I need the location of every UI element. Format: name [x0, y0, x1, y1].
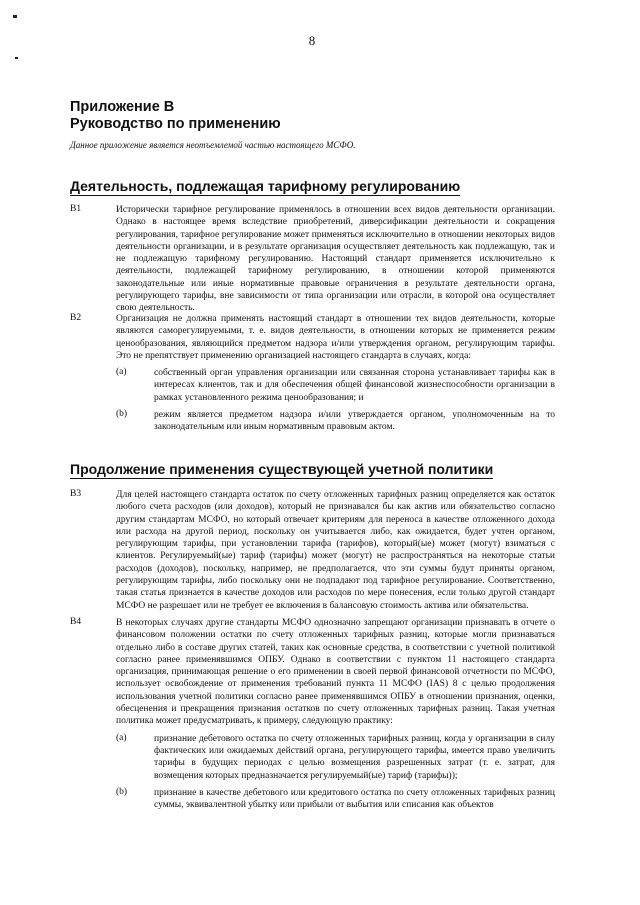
appendix-note: Данное приложение является неотъемлемой частью настоящего МСФО. [70, 140, 356, 150]
list-item [116, 409, 555, 434]
list-item-label: (a) [116, 732, 127, 743]
paragraph-label: B1 [70, 204, 82, 214]
list-item [116, 367, 555, 404]
paragraph-b3 [70, 489, 555, 612]
paragraph-text: Исторически тарифное регулирование применялось в отношении всех видов деятельности организации. Однако в настоящее время вследствие приобретений, диверсификации деятельности и сокращения регулирования, тарифное регулирование может применяться исключительно в отношении некоторых видов деятельности организации, и в результате организация осуществляет деятельность как подлежащую, так и не подлежащую тарифному регулированию. Настоящий стандарт применяется исключительно к деятельности, подлежащей тарифному регулированию, в отношении которой применяются законодательные или иные нормативные правовые ограничения в результате деятельности органа, регулирующего тарифы, вне зависимости от типа организации или отрасли, в которой она осуществляет свою деятельность. [116, 205, 555, 314]
paragraph-text: Для целей настоящего стандарта остаток по счету отложенных тарифных разниц определяется как остаток любого счета расходов (или доходов), который не признавался бы как актив или обязательство согласно другим стандартам МСФО, но который отвечает критериям для переноса в качестве отложенного дохода или расхода на другой период, поскольку он учитывается либо, как ожидается, будет учтен органом, регулирующим тарифы, при установлении тарифа (тарифов), который(ые) может (могут) взиматься с клиентов. Регулируемый(ые) тариф (тарифы) может (могут) не распространяться на некоторые статьи расходов (доходов), поскольку, например, не предполагается, что эти суммы будут приняты органом, регулирующим тарифы, либо поскольку они не подпадают под тарифное регулирование. Соответственно, такая статья признается в качестве доходов или расходов по мере понесения, если только другой стандарт МСФО не разрешает или не требует ее включения в балансовую стоимость актива или обязательства. [116, 490, 555, 611]
list-item-label: (b) [116, 786, 128, 797]
paragraph-label: B2 [70, 313, 82, 323]
paragraph-text: Организация не должна применять настоящий стандарт в отношении тех видов деятельности, которые являются саморегулируемыми, т. е. видов деятельности, в отношении которых не применяется режим ценообразования, являющийся предметом надзора и/или утверждения органом, регулирующим тарифы. Это не препятствует применению организацией настоящего стандарта в случаях, когда: [116, 314, 555, 361]
list-item-text: признание дебетового остатка по счету отложенных тарифных разниц, когда у организации в силу фактических или ожидаемых действий органа, регулирующего тарифы, имеется право увеличить тарифы в будущих периодах с целью возмещения разрешенных затрат (т. е. затрат, для возмещения которых предназначается регулируемый(ые) тариф (тарифы)); [154, 733, 555, 781]
scan-speck [15, 57, 18, 59]
paragraph-label: B4 [70, 617, 82, 627]
section-heading: Деятельность, подлежащая тарифному регулированию [70, 178, 461, 194]
list-item [116, 787, 555, 812]
section-heading: Продолжение применения существующей учетной политики [70, 461, 494, 477]
appendix-title [70, 99, 281, 133]
paragraph-b2 [70, 313, 555, 434]
page-number: 8 [308, 33, 316, 48]
paragraph-label: B3 [70, 489, 82, 499]
list-item-label: (b) [116, 409, 128, 420]
appendix-title-text: Приложение В [70, 99, 175, 115]
list-item [116, 733, 555, 782]
list-item-label: (a) [116, 367, 127, 378]
list-item-text: признание в качестве дебетового или кредитового остатка по счету отложенных тарифных разниц суммы, эквивалентной убытку или прибыли от выбытия или списания как объектов [154, 787, 555, 811]
list-item-text: режим является предметом надзора и/или утверждается органом, уполномоченным на то законодательным или иным нормативным правовым актом. [154, 410, 555, 433]
scan-speck [13, 15, 17, 18]
paragraph-b4 [70, 617, 555, 811]
paragraph-b1 [70, 204, 555, 315]
appendix-subtitle: Руководство по применению [70, 116, 281, 132]
list-item-text: собственный орган управления организации или связанная сторона устанавливает тарифы как в интересах клиентов, так и для обеспечения общей финансовой жизнеспособности организации в рамках установленного режима ценообразования; и [154, 368, 555, 403]
paragraph-text: В некоторых случаях другие стандарты МСФО однозначно запрещают организации признавать в отчете о финансовом положении остатки по счету отложенных тарифных разниц, которые могли признаваться отдельно либо в составе других статей, таких как основные средства, в соответствии с учетной политикой согласно ранее применявшимся ОПБУ. Однако в соответствии с пунктом 11 настоящего стандарта организация, принимающая решение о его применении в своей первой финансовой отчетности по МСФО, использует освобождение от применения требований пункта 11 МСФО (IAS) 8 с целью продолжения использования учетной политики согласно ранее применявшимся ОПБУ в отношении признания, оценки, обесценения и прекращения признания остатков по счету отложенных тарифных разниц. Такая учетная политика может предусматривать, к примеру, следующую практику: [116, 618, 555, 727]
